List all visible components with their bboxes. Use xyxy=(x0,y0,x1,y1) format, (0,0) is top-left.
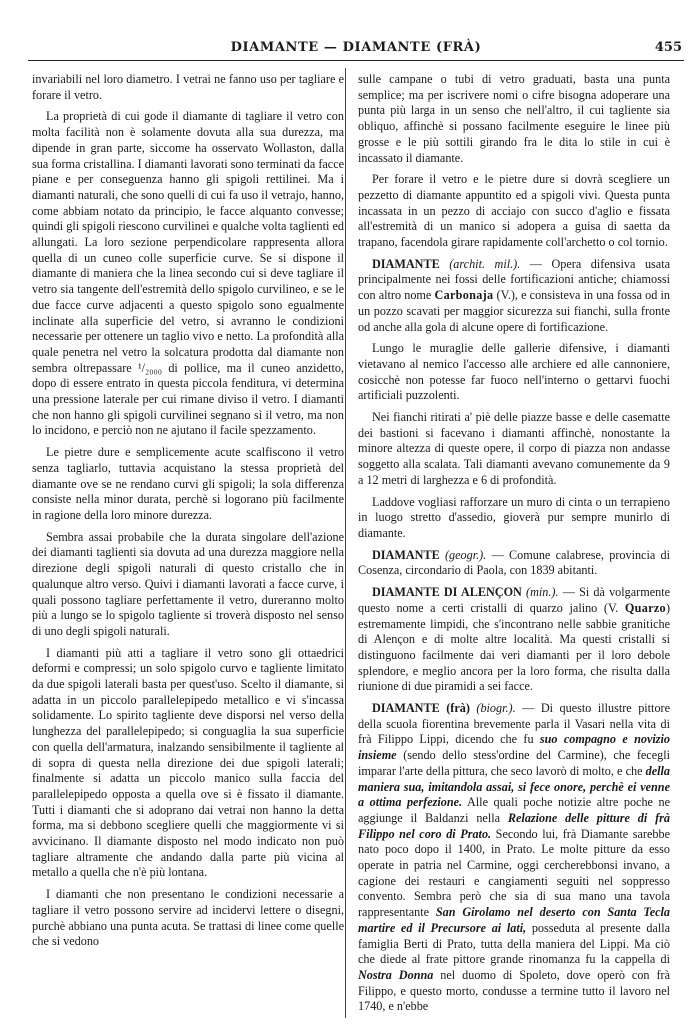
quotation: della maniera sua, imitandola assai, si fece onore, perchè ei venne a ottima perfezione. xyxy=(358,763,670,810)
entry-diamante-archit xyxy=(358,257,670,336)
page-number: 455 xyxy=(654,40,682,55)
paragraph: invariabili nel loro diametro. I vetrai ne fanno uso per tagliare e forare il vetro. xyxy=(32,72,344,102)
paragraph: Lungo le muraglie delle gallerie difensive, i diamanti vietavano al nemico l'accesso alle archiere ed alle cannoniere, cosicchè non potesse far fuoco nell'interno o gettarvi fuochi artificiali puzzolenti. xyxy=(358,341,670,403)
entry-headword: DIAMANTE xyxy=(372,256,440,271)
entry-text: (sendo dello stess'ordine del Carmine), che fecegli imparar l'arte della pittura, che seco lavorò di molto, e che xyxy=(358,748,670,778)
entry-category: (biogr.). xyxy=(476,701,516,716)
quotation: suo compagno e novizio insieme xyxy=(358,732,670,763)
cross-reference: Carbonaja xyxy=(434,288,494,303)
entry-text: Alle quali poche notizie altre poche ne aggiunge il Baldanzi nella xyxy=(358,795,670,825)
paragraph: I diamanti più atti a tagliare il vetro sono gli ottaedrici deformi e compressi; un solo spigolo curvo e tagliente limitato da due spigoli laterali basta per quest'uso. Scelto il diamante, si adatta in un piccolo parallelepipedo metallico e vi s'incassa solidamente. Lo spirito tagliente deve disporsi nel verso della lunghezza del parallelepipedo; si conguaglia la sua superficie con quella dell'armatura, inalzando sensibilmente il tagliente al di sopra di questa nella direzione dei due spigoli laterali; finalmente si adatta un piccolo manico sulla faccia del parallelepipedo opposta a quella ove si è fissato il diamante. Tutti i diamanti che si adoprano dai vetrai non hanno la detta forma, ma si debbono scegliere quelli che maggiormente vi si avvicinano. Il diamante disposto nel modo indicato non può tagliare altramente che andando dalla parte più vicina al metallo a quella che n'è più lontana. xyxy=(32,645,344,880)
entry-text: — Di questo illustre pittore della scuola fiorentina brevemente parla il Vasari nella vita di frà Filippo Lippi, dicendo che fu xyxy=(358,701,670,747)
paragraph: Laddove vogliasi rafforzare un muro di cinta o un terrapieno in luogo stretto d'assedio, gioverà pur sempre munirlo di diamante. xyxy=(358,494,670,540)
entry-headword: DIAMANTE (frà) xyxy=(372,701,470,716)
entry-text: Secondo lui, frà Diamante sarebbe nato poco dopo il 1400, in Prato. Le molte pitture da esso operate in patria nel Carmine, oggi cercherebbonsi invano, a cagione dei restauri e cangiamenti seguiti nel soppresso convento. Sembra però che sia di sua mano una tavola rappresentante xyxy=(358,826,670,920)
entry-text: — Si dà volgarmente questo nome a certi cristalli di quarzo jalino (V. xyxy=(358,585,670,615)
entry-text: ) estremamente limpidi, che s'incontrano nelle sabbie granitiche di Alençon e di molte altre località. Ma questi cristalli si distinguono facilmente dai veri diamanti per il loro debole splendore, e meglio ancora per la loro forma, che risulta dalla riunione di due piramidi a sei facce. xyxy=(358,600,670,694)
paragraph: Le pietre dure e semplicemente acute scalfiscono il vetro senza tagliarlo, tuttavia acquistano la stessa proprietà del diamante ove se ne rendano curvi gli spigoli; la sola differenza consiste nella minor durata, perchè si logorano più facilmente in ragione della loro minore durezza. xyxy=(32,445,344,522)
entry-headword: DIAMANTE xyxy=(372,547,440,562)
entry-text: posseduta al presente dalla famiglia Berti di Prato, tutta della maniera del Lippi. Ma ciò che diede al frate pittore grande rinomanza fu la cappella di xyxy=(358,920,670,967)
left-column xyxy=(32,72,344,1022)
paragraph: sulle campane o tubi di vetro graduati, basta una punta semplice; ma per iscrivere nomi o cifre bisogna adoperare una punta più larga in un senso che nell'altro, il cui tagliente sia obliquo, affinchè si possano facilmente eseguire le linee più grosse e le più sottili girando fra le dita lo stile in cui è incassato il diamante. xyxy=(358,72,670,165)
entry-diamante-fra xyxy=(358,701,670,1015)
work-title: Relazione delle pitture di frà Filippo nel coro di Prato. xyxy=(358,810,670,841)
header-title: DIAMANTE — DIAMANTE (FRÀ) xyxy=(230,40,482,55)
paragraph: Nei fianchi ritirati a' piè delle piazze basse e delle casematte dei bastioni si facevano i diamanti affinchè, nonostante la minore altezza di queste opere, il corpo di piazza non andasse soggetto alla scalata. Tali diamanti avevano comunemente da 9 a 12 metri di larghezza e 6 di profondità. xyxy=(358,410,670,487)
entry-category: (min.). xyxy=(526,585,559,600)
column-divider xyxy=(345,68,346,1018)
entry-diamante-geogr xyxy=(358,548,670,579)
paragraph: La proprietà di cui gode il diamante di tagliare il vetro con molta facilità non è solamente dovuta alla sua durezza, ma dipende in gran parte, siccome ha osservato Wollaston, dalla sua forma cristallina. I diamanti lavorati sono terminati da facce piane e per conseguenza hanno gli spigoli rettilinei. Ma i diamanti naturali, che sono quelli di cui fa uso il vetrajo, hanno, come abbiam notato da principio, le facce alquanto convesse; quindi gli spigoli riescono curvilinei e qualche volta taglienti ed allungati. La loro sezione perpendicolare rappresenta allora quella di un cuneo colle superficie curve. Se si dispone il diamante di maniera che la linea secondo cui si deve tagliare il vetro sia tangente dell'estremità dello spigolo curvilineo, e se le due facce curve adjacenti a questo spigolo sono egualmente inclinate alla superficie del vetro, si avranno le condizioni necessarie per ottenere un taglio vivo e netto. La profondità alla quale penetra nel vetro la solcatura prodotta dal diamante non sembra oltrepassare ¹/₂₀₀₀ di pollice, ma il cuneo anzidetto, dopo di essere entrato in questa piccola fenditura, vi determina una pressione laterale per cui rimane diviso il vetro. I diamanti che non hanno gli spigoli curvilinei segnano sì il vetro, ma non lo incidono, e perciò non ne ajutano il facile spezzamento. xyxy=(32,109,344,438)
paragraph: Per forare il vetro e le pietre dure si dovrà scegliere un pezzetto di diamante appuntito ed a spigoli vivi. Questa punta incassata in un pezzo di acciajo con succo d'aglio e fissata all'estremità di un manico si adopera a guisa di saetta da trapano, facendola girare rapidamente coll'archetto o col tornio. xyxy=(358,172,670,250)
entry-text: — Comune calabrese, provincia di Cosenza, circondario di Paola, con 1839 abitanti. xyxy=(358,547,670,578)
entry-category: (geogr.). xyxy=(445,547,487,562)
paragraph: I diamanti che non presentano le condizioni necessarie a tagliare il vetro possono servire ad incidervi lettere o disegni, purchè abbiano una punta acuta. Se trattasi di linee come quelle che si vedono xyxy=(32,887,344,949)
entry-text: — Opera difensiva usata principalmente nei fossi delle fortificazioni antiche; chiamossi con altro nome xyxy=(358,256,670,303)
entry-category: (archit. mil.). xyxy=(449,256,521,271)
work-title: Nostra Donna xyxy=(358,967,434,982)
right-column xyxy=(358,72,670,1022)
work-title: San Girolamo nel deserto con Santa Tecla martire ed il Precursore ai lati, xyxy=(358,905,670,935)
cross-reference: Quarzo xyxy=(624,600,666,615)
entry-text: (V.), e consisteva in una fossa od in un pozzo scavati per maggior sicurezza sui fianchi, sulla fronte od anche alla gola di alcune opere di fortificazione. xyxy=(358,288,670,334)
entry-diamante-alencon xyxy=(358,585,670,695)
entry-text: nel duomo di Spoleto, dove operò con frà Filippo, e questo morto, condusse a termine tutto il lavoro nel 1740, e n'ebbe xyxy=(358,967,670,1014)
entry-headword: DIAMANTE DI ALENÇON xyxy=(372,585,522,600)
paragraph: Sembra assai probabile che la durata singolare dell'azione dei diamanti taglienti sia dovuta ad una durezza maggiore nella direzione degli spigoli naturali di questo cristallo che in qualunque altro verso. Quivi i diamanti lavorati a facce curve, i quali possono tagliare perfettamente il vetro, dureranno molto più a lungo se lo spigolo tagliente si troverà disposto nel senso di uno degli spigoli naturali. xyxy=(32,529,344,638)
running-header xyxy=(28,36,684,61)
